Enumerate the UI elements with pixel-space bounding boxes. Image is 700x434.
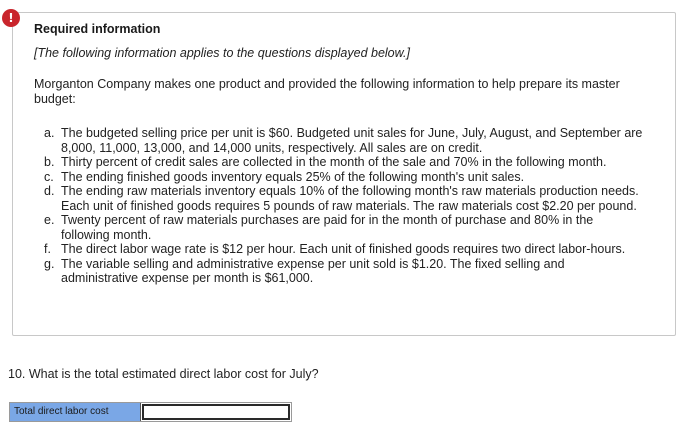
item-marker: c. (44, 169, 54, 184)
list-item-c (44, 170, 644, 185)
list-item-g (44, 257, 644, 286)
information-list (44, 126, 644, 286)
intro-text: Morganton Company makes one product and provided the following information to help prepare its master budget: (34, 77, 620, 106)
list-item-b (44, 155, 644, 170)
item-text: The ending finished goods inventory equals 25% of the following month's unit sales. (61, 169, 525, 184)
item-marker: b. (44, 155, 55, 169)
applies-note: [The following information applies to the questions displayed below.] (34, 46, 410, 60)
item-marker: e. (44, 213, 55, 227)
answer-row (9, 402, 292, 422)
item-text: Twenty percent of raw materials purchases are paid for in the month of purchase and 80% in the following month. (61, 213, 594, 242)
item-text: The ending raw materials inventory equals 10% of the following month's raw materials production needs. Each unit of finished goods requires 5 pounds of raw materials. The raw materials cost $2.20 per pound. (61, 184, 639, 213)
list-item-a (44, 126, 644, 155)
item-marker: f. (44, 242, 51, 256)
required-information-title: Required information (34, 22, 161, 36)
answer-label: Total direct labor cost (10, 403, 141, 421)
item-marker: g. (44, 256, 55, 271)
item-text: Thirty percent of credit sales are collected in the month of the sale and 70% in the following month. (61, 155, 607, 169)
item-marker: d. (44, 184, 55, 198)
total-direct-labor-cost-input[interactable] (141, 403, 291, 421)
alert-icon: ! (2, 9, 20, 27)
list-item-d (44, 184, 644, 213)
list-item-f (44, 242, 644, 257)
list-item-e (44, 213, 644, 242)
item-text: The budgeted selling price per unit is $60. Budgeted unit sales for June, July, August, and September are 8,000, 11,000, 13,000, and 14,000 units, respectively. All sales are on credit. (61, 126, 643, 155)
item-text: The variable selling and administrative expense per unit sold is $1.20. The fixed selling and administrative expense per month is $61,000. (61, 256, 565, 285)
question-text: 10. What is the total estimated direct labor cost for July? (8, 367, 319, 381)
item-text: The direct labor wage rate is $12 per hour. Each unit of finished goods requires two direct labor-hours. (61, 242, 626, 256)
item-marker: a. (44, 126, 55, 140)
